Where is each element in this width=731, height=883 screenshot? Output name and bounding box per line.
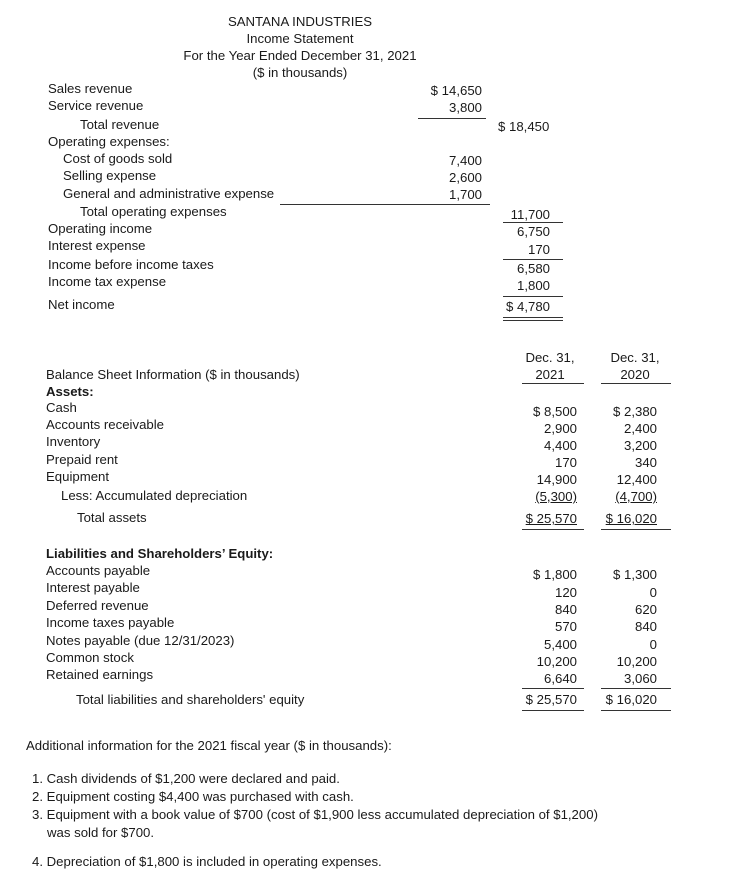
- col-2021-header-rule: [522, 383, 584, 384]
- total-revenue-label: Total revenue: [80, 117, 160, 132]
- asset-label: Cash: [46, 400, 77, 415]
- liability-value-2020: 840: [634, 619, 657, 634]
- asset-value-2020: 2,400: [623, 421, 657, 436]
- pretax-income-label: Income before income taxes: [48, 257, 214, 272]
- opex-subtotal-rule: [280, 204, 490, 205]
- operating-income-value: 6,750: [516, 224, 550, 239]
- net-income-value: $ 4,780: [506, 299, 550, 314]
- statement-period: For the Year Ended December 31, 2021: [183, 48, 417, 63]
- col-2021-header-line2: 2021: [535, 367, 565, 382]
- liability-value-2020: $ 16,020: [605, 692, 657, 707]
- asset-value-2020: (4,700): [615, 489, 657, 504]
- pretax-income-value: 6,580: [516, 261, 550, 276]
- pretax-rule: [503, 259, 563, 260]
- additional-info-heading: Additional information for the 2021 fiscal year ($ in thousands):: [26, 738, 392, 753]
- liability-value-2020: 10,200: [616, 654, 657, 669]
- sales-revenue-label: Sales revenue: [48, 81, 133, 96]
- liability-value-2020: 0: [649, 637, 657, 652]
- asset-value-2020: 3,200: [623, 438, 657, 453]
- balance-sheet-title: Balance Sheet Information ($ in thousands): [46, 367, 300, 382]
- liability-label: Common stock: [46, 650, 134, 665]
- total-assets-double-rule-2020: [601, 529, 671, 530]
- income-tax-value: 1,800: [516, 278, 550, 293]
- liability-value-2021: 570: [554, 619, 577, 634]
- asset-label: Accounts receivable: [46, 417, 165, 432]
- interest-expense-label: Interest expense: [48, 238, 146, 253]
- operating-income-label: Operating income: [48, 221, 153, 236]
- asset-label: Less: Accumulated depreciation: [61, 488, 248, 503]
- total-liabilities-double-rule-2020: [601, 710, 671, 711]
- liability-label: Notes payable (due 12/31/2023): [46, 633, 235, 648]
- operating-expenses-label: Operating expenses:: [48, 134, 170, 149]
- service-revenue-label: Service revenue: [48, 98, 144, 113]
- service-revenue-value: 3,800: [448, 100, 482, 115]
- asset-value-2020: $ 16,020: [605, 511, 657, 526]
- col-2021-header-line1: Dec. 31,: [525, 350, 575, 365]
- liability-value-2020: 3,060: [623, 671, 657, 686]
- net-income-rule: [503, 296, 563, 297]
- additional-info-item: 4. Depreciation of $1,800 is included in operating expenses.: [32, 854, 382, 869]
- sales-revenue-value: $ 14,650: [430, 83, 482, 98]
- total-revenue-value: $ 18,450: [498, 119, 550, 134]
- selling-expense-value: 2,600: [448, 170, 482, 185]
- additional-info-item: 2. Equipment costing $4,400 was purchased with cash.: [32, 789, 354, 804]
- assets-heading: Assets:: [46, 384, 94, 399]
- net-income-double-rule-bottom: [503, 320, 563, 321]
- col-2020-header-line1: Dec. 31,: [610, 350, 660, 365]
- asset-value-2021: $ 8,500: [533, 404, 577, 419]
- asset-value-2021: $ 25,570: [525, 511, 577, 526]
- liability-value-2020: 620: [634, 602, 657, 617]
- total-opex-label: Total operating expenses: [80, 204, 227, 219]
- liability-value-2021: 10,200: [536, 654, 577, 669]
- retained-earnings-rule-2021: [522, 688, 584, 689]
- col-2020-header-rule: [601, 383, 671, 384]
- asset-value-2021: 2,900: [543, 421, 577, 436]
- liability-value-2021: $ 1,800: [533, 567, 577, 582]
- income-tax-label: Income tax expense: [48, 274, 167, 289]
- ga-expense-value: 1,700: [448, 187, 482, 202]
- retained-earnings-rule-2020: [601, 688, 671, 689]
- cogs-label: Cost of goods sold: [63, 151, 173, 166]
- liabilities-heading: Liabilities and Shareholders’ Equity:: [46, 546, 274, 561]
- asset-label: Prepaid rent: [46, 452, 118, 467]
- asset-label: Inventory: [46, 434, 101, 449]
- liability-value-2020: $ 1,300: [613, 567, 657, 582]
- additional-info-item: 3. Equipment with a book value of $700 (cost of $1,900 less accumulated depreciation of $1,200): [32, 807, 598, 822]
- additional-info-item: 1. Cash dividends of $1,200 were declared and paid.: [32, 771, 340, 786]
- liability-value-2020: 0: [649, 585, 657, 600]
- net-income-double-rule-top: [503, 317, 563, 318]
- asset-value-2020: $ 2,380: [613, 404, 657, 419]
- net-income-label: Net income: [48, 297, 115, 312]
- liability-value-2021: 6,640: [543, 671, 577, 686]
- total-opex-value: 11,700: [510, 207, 550, 222]
- liability-value-2021: 840: [554, 602, 577, 617]
- additional-info-item-continued: was sold for $700.: [47, 825, 155, 840]
- asset-label: Total assets: [77, 510, 147, 525]
- liability-label: Interest payable: [46, 580, 140, 595]
- asset-value-2020: 340: [634, 455, 657, 470]
- ga-expense-label: General and administrative expense: [63, 186, 275, 201]
- col-2020-header-line2: 2020: [620, 367, 650, 382]
- liability-label: Accounts payable: [46, 563, 151, 578]
- asset-value-2021: 170: [554, 455, 577, 470]
- liability-label: Retained earnings: [46, 667, 154, 682]
- liability-label: Income taxes payable: [46, 615, 175, 630]
- operating-income-rule: [503, 222, 563, 223]
- liability-label: Total liabilities and shareholders' equity: [76, 692, 305, 707]
- asset-value-2020: 12,400: [616, 472, 657, 487]
- company-name: SANTANA INDUSTRIES: [227, 14, 373, 29]
- asset-label: Equipment: [46, 469, 110, 484]
- asset-value-2021: 4,400: [543, 438, 577, 453]
- interest-expense-value: 170: [527, 242, 550, 257]
- liability-value-2021: 5,400: [543, 637, 577, 652]
- cogs-value: 7,400: [448, 153, 482, 168]
- revenue-subtotal-rule: [418, 118, 486, 119]
- asset-value-2021: (5,300): [535, 489, 577, 504]
- statement-units: ($ in thousands): [252, 65, 348, 80]
- total-liabilities-double-rule-2021: [522, 710, 584, 711]
- liability-label: Deferred revenue: [46, 598, 149, 613]
- statement-title: Income Statement: [246, 31, 354, 46]
- liability-value-2021: 120: [554, 585, 577, 600]
- liability-value-2021: $ 25,570: [525, 692, 577, 707]
- asset-value-2021: 14,900: [536, 472, 577, 487]
- total-assets-double-rule-2021: [522, 529, 584, 530]
- selling-expense-label: Selling expense: [63, 168, 157, 183]
